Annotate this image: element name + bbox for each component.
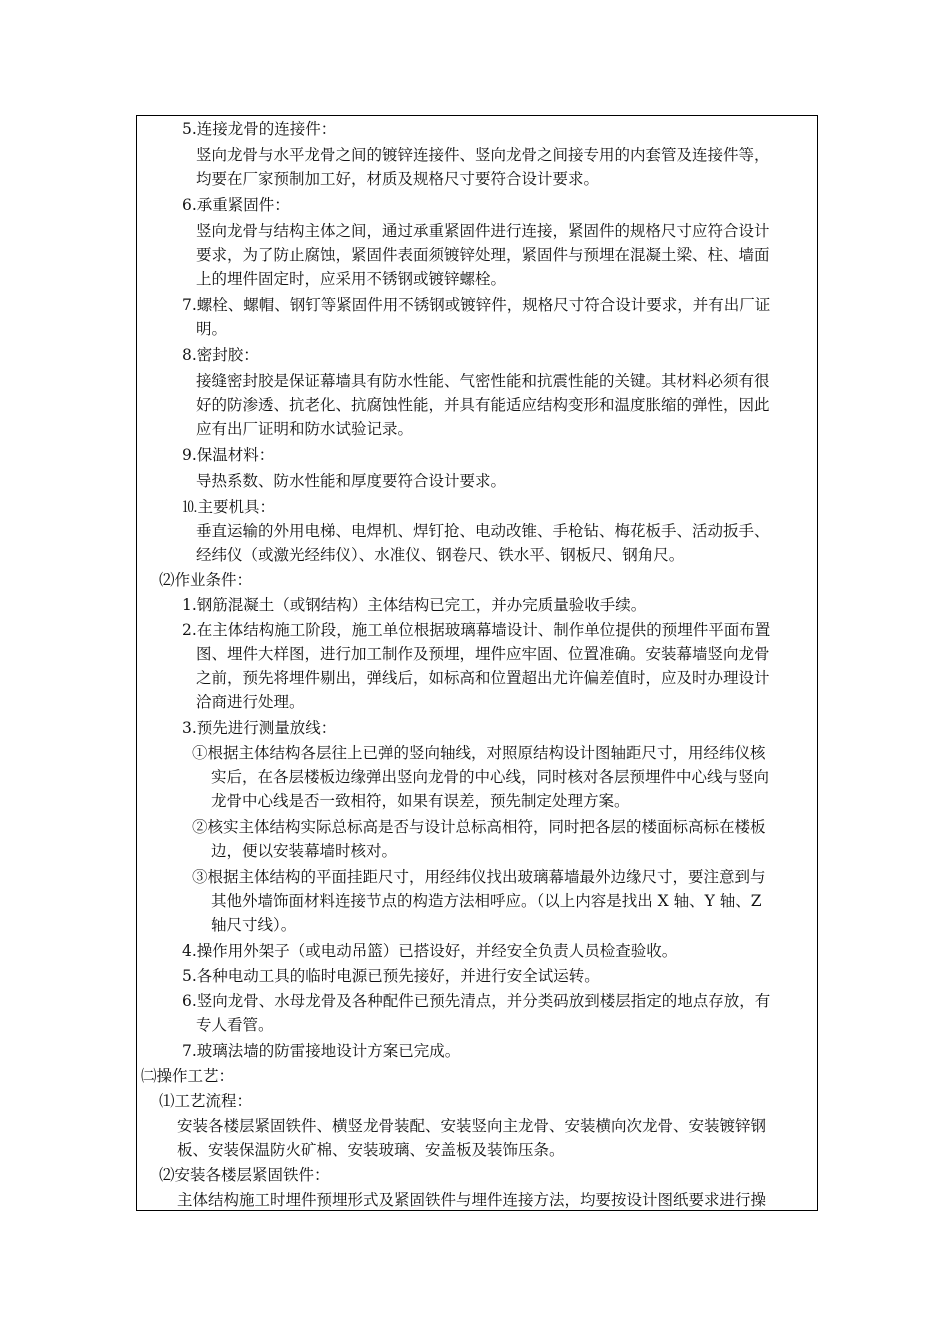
text-line: 5.连接龙骨的连接件： bbox=[182, 120, 337, 138]
text-line: 6.承重紧固件： bbox=[182, 196, 290, 214]
text-line: ③根据主体结构的平面挂距尺寸，用经纬仪找出玻璃幕墙最外边缘尺寸，要注意到与 bbox=[192, 868, 766, 886]
text-line: 均要在厂家预制加工好，材质及规格尺寸要符合设计要求。 bbox=[196, 170, 600, 188]
text-line: 明。 bbox=[196, 320, 228, 338]
text-line: 9.保温材料： bbox=[182, 446, 275, 464]
text-line: 1.钢筋混凝土（或钢结构）主体结构已完工，并办完质量验收手续。 bbox=[182, 596, 647, 614]
text-line: 应有出厂证明和防水试验记录。 bbox=[196, 420, 414, 438]
text-line: 8.密封胶： bbox=[182, 346, 259, 364]
text-line: 导热系数、防水性能和厚度要符合设计要求。 bbox=[196, 472, 507, 490]
text-line: 上的埋件固定时，应采用不锈钢或镀锌螺栓。 bbox=[196, 270, 507, 288]
text-line: 专人看管。 bbox=[196, 1016, 274, 1034]
text-line: 接缝密封胶是保证幕墙具有防水性能、气密性能和抗震性能的关键。其材料必须有很 bbox=[196, 372, 770, 390]
text-line: 其他外墙饰面材料连接节点的构造方法相呼应。（以上内容是找出 X 轴、Y 轴、Z bbox=[211, 892, 762, 910]
text-line: ⑵作业条件： bbox=[159, 571, 253, 589]
text-line: 边，便以安装幕墙时核对。 bbox=[211, 842, 398, 860]
text-line: ⑵安装各楼层紧固铁件： bbox=[159, 1166, 330, 1184]
text-line: 之前，预先将埋件剔出，弹线后，如标高和位置超出尤许偏差值时，应及时办理设计 bbox=[196, 669, 770, 687]
text-line: 3.预先进行测量放线： bbox=[182, 719, 337, 737]
text-line: 7.螺栓、螺帽、钢钉等紧固件用不锈钢或镀锌件，规格尺寸符合设计要求，并有出厂证 bbox=[182, 296, 771, 314]
text-line: ⑴工艺流程： bbox=[159, 1092, 253, 1110]
text-line: 图、埋件大样图，进行加工制作及预埋，埋件应牢固、位置准确。安装幕墙竖向龙骨 bbox=[196, 645, 770, 663]
text-line: 经纬仪（或激光经纬仪）、水准仪、钢卷尺、铁水平、钢板尺、钢角尺。 bbox=[196, 546, 685, 564]
text-line: 5.各种电动工具的临时电源已预先接好，并进行安全试运转。 bbox=[182, 967, 600, 985]
text-line: 主体结构施工时埋件预埋形式及紧固铁件与埋件连接方法，均要按设计图纸要求进行操 bbox=[177, 1191, 767, 1209]
text-line: 实后，在各层楼板边缘弹出竖向龙骨的中心线，同时核对各层预埋件中心线与竖向 bbox=[211, 768, 770, 786]
text-line: ㈡操作工艺： bbox=[141, 1067, 235, 1085]
text-line: 4.操作用外架子（或电动吊篮）已搭设好，并经安全负责人员检查验收。 bbox=[182, 942, 678, 960]
text-line: 2.在主体结构施工阶段，施工单位根据玻璃幕墙设计、制作单位提供的预埋件平面布置 bbox=[182, 621, 771, 639]
text-line: 板、安装保温防火矿棉、安装玻璃、安盖板及装饰压条。 bbox=[177, 1141, 565, 1159]
text-line: 好的防渗透、抗老化、抗腐蚀性能，并具有能适应结构变形和温度胀缩的弹性，因此 bbox=[196, 396, 770, 414]
text-line: 竖向龙骨与结构主体之间，通过承重紧固件进行连接，紧固件的规格尺寸应符合设计 bbox=[196, 222, 770, 240]
text-line: 要求，为了防止腐蚀，紧固件表面须镀锌处理，紧固件与预埋在混凝土梁、柱、墙面 bbox=[196, 246, 770, 264]
text-line: 洽商进行处理。 bbox=[196, 693, 305, 711]
text-line: ⒑主要机具： bbox=[182, 498, 276, 516]
text-line: 7.玻璃法墙的防雷接地设计方案已完成。 bbox=[182, 1042, 461, 1060]
text-line: 龙骨中心线是否一致相符，如果有误差，预先制定处理方案。 bbox=[211, 792, 630, 810]
text-line: 安装各楼层紧固铁件、横竖龙骨装配、安装竖向主龙骨、安装横向次龙骨、安装镀锌钢 bbox=[177, 1117, 767, 1135]
text-line: ②核实主体结构实际总标高是否与设计总标高相符，同时把各层的楼面标高标在楼板 bbox=[192, 818, 766, 836]
document-frame bbox=[136, 115, 818, 1211]
text-line: 竖向龙骨与水平龙骨之间的镀锌连接件、竖向龙骨之间接专用的内套管及连接件等， bbox=[196, 146, 770, 164]
text-line: ①根据主体结构各层往上已弹的竖向轴线，对照原结构设计图轴距尺寸，用经纬仪核 bbox=[192, 744, 766, 762]
text-line: 轴尺寸线）。 bbox=[211, 916, 297, 934]
text-line: 6.竖向龙骨、水母龙骨及各种配件已预先清点，并分类码放到楼层指定的地点存放，有 bbox=[182, 992, 771, 1010]
text-line: 垂直运输的外用电梯、电焊机、焊钉抢、电动改锥、手枪钻、梅花板手、活动扳手、 bbox=[196, 522, 770, 540]
